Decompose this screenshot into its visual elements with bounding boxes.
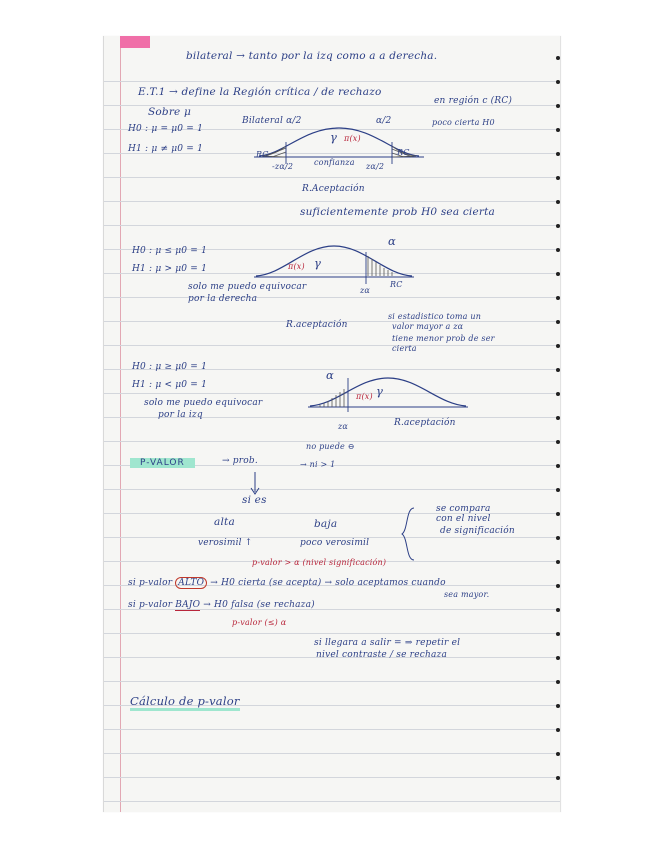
binding-hole — [556, 608, 560, 612]
h0-bilateral: H0 : μ = μ0 = 1 — [128, 124, 204, 134]
binding-hole — [556, 224, 560, 228]
rule-line — [104, 489, 560, 490]
note-poco-cierta: poco cierta H0 — [432, 118, 495, 127]
note-baja: baja — [314, 518, 338, 530]
gamma-symbol-3: γ — [376, 384, 384, 398]
note-region-rc: en región c (RC) — [434, 96, 513, 106]
note-pvalor-mayor: p-valor > α (nivel significación) — [252, 558, 387, 567]
binding-hole — [556, 440, 560, 444]
note-suficientemente: suficientemente prob H0 sea cierta — [300, 206, 495, 218]
rule-line — [104, 513, 560, 514]
calculo-heading: Cálculo de p-valor — [130, 694, 240, 711]
r-aceptacion-label-2: R.aceptación — [286, 320, 348, 330]
note-solo-izq-2: por la izq — [158, 410, 203, 420]
binding-hole — [556, 128, 560, 132]
rc-left-label: RC — [256, 150, 269, 159]
down-arrow-icon — [250, 472, 260, 496]
gamma-symbol: γ — [330, 130, 338, 144]
alto-circled: ALTO — [175, 577, 207, 589]
rule-line — [104, 201, 560, 202]
note-poco-verosimil: poco verosimil — [300, 538, 370, 548]
binding-hole — [556, 176, 560, 180]
binding-hole — [556, 752, 560, 756]
notebook-page — [103, 36, 561, 812]
binding-hole — [556, 704, 560, 708]
si-alto-prefix: si p-valor — [128, 578, 173, 588]
r-aceptacion-label-3: R.aceptación — [394, 418, 456, 428]
h0-right: H0 : μ ≤ μ0 = 1 — [132, 246, 208, 256]
pink-tab — [120, 36, 150, 48]
binding-hole — [556, 416, 560, 420]
rc-label-2: RC — [390, 280, 403, 289]
note-sobre-mu: Sobre μ — [148, 106, 192, 118]
curly-brace-icon — [400, 506, 416, 562]
note-no-mayor: → ni > 1 — [300, 460, 336, 469]
alpha-left: α — [326, 368, 334, 382]
z-right-label: zα/2 — [366, 162, 385, 171]
binding-hole — [556, 656, 560, 660]
pi-x-label-3: π(x) — [356, 392, 373, 401]
gamma-symbol-2: γ — [314, 256, 322, 270]
rule-line — [104, 345, 560, 346]
binding-hole — [556, 560, 560, 564]
binding-hole — [556, 584, 560, 588]
si-alto-row — [128, 578, 446, 588]
h0-left: H0 : μ ≥ μ0 = 1 — [132, 362, 208, 372]
h1-bilateral: H1 : μ ≠ μ0 = 1 — [128, 144, 204, 154]
binding-hole — [556, 344, 560, 348]
note-prob: → prob. — [222, 456, 258, 466]
note-alta: alta — [214, 516, 235, 528]
confianza-label: confianza — [314, 158, 355, 167]
binding-hole — [556, 464, 560, 468]
pi-x-label: π(x) — [344, 134, 361, 143]
rule-line — [104, 801, 560, 802]
bilateral-label: Bilateral α/2 — [242, 116, 302, 126]
rule-line — [104, 177, 560, 178]
binding-hole — [556, 728, 560, 732]
note-estadistico-2: valor mayor a zα — [392, 322, 464, 331]
binding-hole — [556, 512, 560, 516]
note-llegara-2: nivel contraste / se rechaza — [316, 650, 448, 660]
binding-hole — [556, 248, 560, 252]
z-left-label: -zα/2 — [272, 162, 294, 171]
note-se-compara-3: de significación — [440, 526, 515, 536]
rc-right-label: RC — [397, 148, 410, 157]
alpha-half-right: α/2 — [376, 116, 392, 126]
rule-line — [104, 633, 560, 634]
note-se-compara-1: se compara — [436, 504, 491, 514]
note-estadistico-1: si estadistico toma un — [388, 312, 482, 321]
note-solo-derecha-1: solo me puedo equivocar — [188, 282, 307, 292]
binding-hole — [556, 152, 560, 156]
binding-hole — [556, 200, 560, 204]
note-llegara-1: si llegara a salir = ⇒ repetir el — [314, 638, 461, 648]
note-et1: E.T.1 → define la Región crítica / de rechazo — [138, 86, 382, 98]
note-no-puede: no puede ⊖ — [306, 442, 355, 451]
z-alpha-label: zα — [360, 286, 371, 295]
note-solo-derecha-2: por la derecha — [188, 294, 258, 304]
note-solo-izq-1: solo me puedo equivocar — [144, 398, 263, 408]
binding-hole — [556, 320, 560, 324]
rule-line — [104, 777, 560, 778]
bajo-underlined: BAJO — [175, 600, 201, 610]
binding-hole — [556, 368, 560, 372]
binding-hole — [556, 776, 560, 780]
z-alpha-label-3: zα — [338, 422, 349, 431]
rule-line — [104, 225, 560, 226]
h1-left: H1 : μ < μ0 = 1 — [132, 380, 208, 390]
binding-hole — [556, 56, 560, 60]
binding-hole — [556, 680, 560, 684]
si-alto-suffix: → H0 cierta (se acepta) → solo aceptamos cuando — [210, 578, 446, 588]
alpha-right: α — [388, 234, 396, 248]
si-bajo-prefix: si p-valor — [128, 600, 173, 610]
binding-hole — [556, 104, 560, 108]
pi-x-label-2: π(x) — [288, 262, 305, 271]
binding-hole — [556, 392, 560, 396]
binding-hole — [556, 632, 560, 636]
binding-hole — [556, 272, 560, 276]
rule-line — [104, 681, 560, 682]
note-si-es: si es — [242, 494, 267, 506]
note-se-compara-2: con el nivel — [436, 514, 491, 524]
note-estadistico-3: tiene menor prob de ser — [392, 334, 495, 343]
rule-line — [104, 753, 560, 754]
rule-line — [104, 729, 560, 730]
note-bilateral-line: bilateral → tanto por la izq como a a derecha. — [186, 50, 438, 62]
binding-hole — [556, 80, 560, 84]
binding-hole — [556, 296, 560, 300]
note-verosimil: verosimil ↑ — [198, 538, 253, 548]
note-estadistico-4: cierta — [392, 344, 417, 353]
si-bajo-suffix: → H0 falsa (se rechaza) — [203, 600, 315, 610]
note-sea-mayor: sea mayor. — [444, 590, 490, 599]
rule-line — [104, 81, 560, 82]
pvalor-heading — [130, 456, 195, 468]
r-aceptacion-label: R.Aceptación — [302, 184, 365, 194]
h1-right: H1 : μ > μ0 = 1 — [132, 264, 208, 274]
rule-line — [104, 297, 560, 298]
binding-hole — [556, 536, 560, 540]
si-bajo-row — [128, 600, 315, 610]
pvalor-highlight: P-VALOR — [130, 458, 195, 468]
binding-hole — [556, 488, 560, 492]
left-tail-curve — [308, 374, 468, 414]
note-pvalor-menor: p-valor (≤) α — [232, 618, 287, 627]
